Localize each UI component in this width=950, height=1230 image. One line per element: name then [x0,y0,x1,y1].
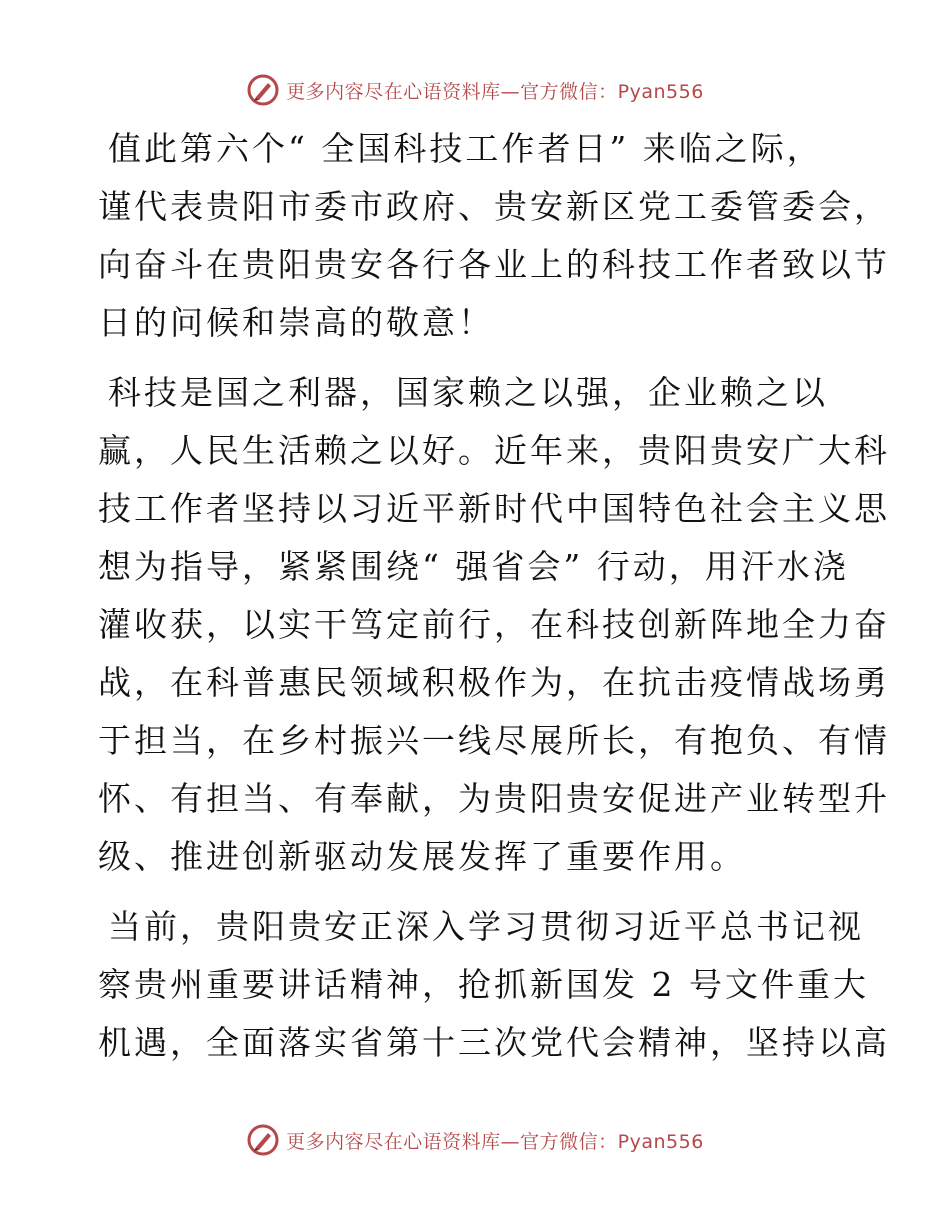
text-line: 技工作者坚持以习近平新时代中国特色社会主义思 [98,489,890,528]
paragraph-1 [98,120,890,352]
text-line: 赢，人民生活赖之以好。近年来，贵阳贵安广大科 [98,431,890,470]
paragraph-2 [98,364,890,886]
text-line: 于担当，在乡村振兴一线尽展所长，有抱负、有情 [98,721,890,760]
pen-logo-icon [246,1123,280,1157]
text-line: 日的问候和崇高的敬意！ [98,303,494,342]
watermark-text: 更多内容尽在心语资料库—官方微信：Pyan556 [286,1130,704,1153]
text-line: 灌收获，以实干笃定前行，在科技创新阵地全力奋 [98,605,890,644]
header-watermark [0,70,950,110]
text-line: 机遇，全面落实省第十三次党代会精神，坚持以高 [98,1023,890,1062]
text-line: 向奋斗在贵阳贵安各行各业上的科技工作者致以节 [98,245,890,284]
footer-watermark [0,1120,950,1160]
pen-logo-icon [246,73,280,107]
document-body [98,120,890,1084]
text-line: 战，在科普惠民领域积极作为，在抗击疫情战场勇 [98,663,890,702]
text-line: 级、推进创新驱动发展发挥了重要作用。 [98,837,746,876]
text-line: 怀、有担当、有奉献，为贵阳贵安促进产业转型升 [98,779,890,818]
watermark-text: 更多内容尽在心语资料库—官方微信：Pyan556 [286,80,704,103]
paragraph-3 [98,898,890,1072]
text-line: 想为指导，紧紧围绕“ 强省会” 行动，用汗水浇 [98,547,849,586]
text-line: 值此第六个“ 全国科技工作者日” 来临之际， [108,129,823,168]
text-line: 当前，贵阳贵安正深入学习贯彻习近平总书记视 [108,907,864,946]
text-line: 科技是国之利器，国家赖之以强，企业赖之以 [108,373,828,412]
text-line: 察贵州重要讲话精神，抢抓新国发 2 号文件重大 [98,965,869,1004]
text-line: 谨代表贵阳市委市政府、贵安新区党工委管委会， [98,187,890,226]
